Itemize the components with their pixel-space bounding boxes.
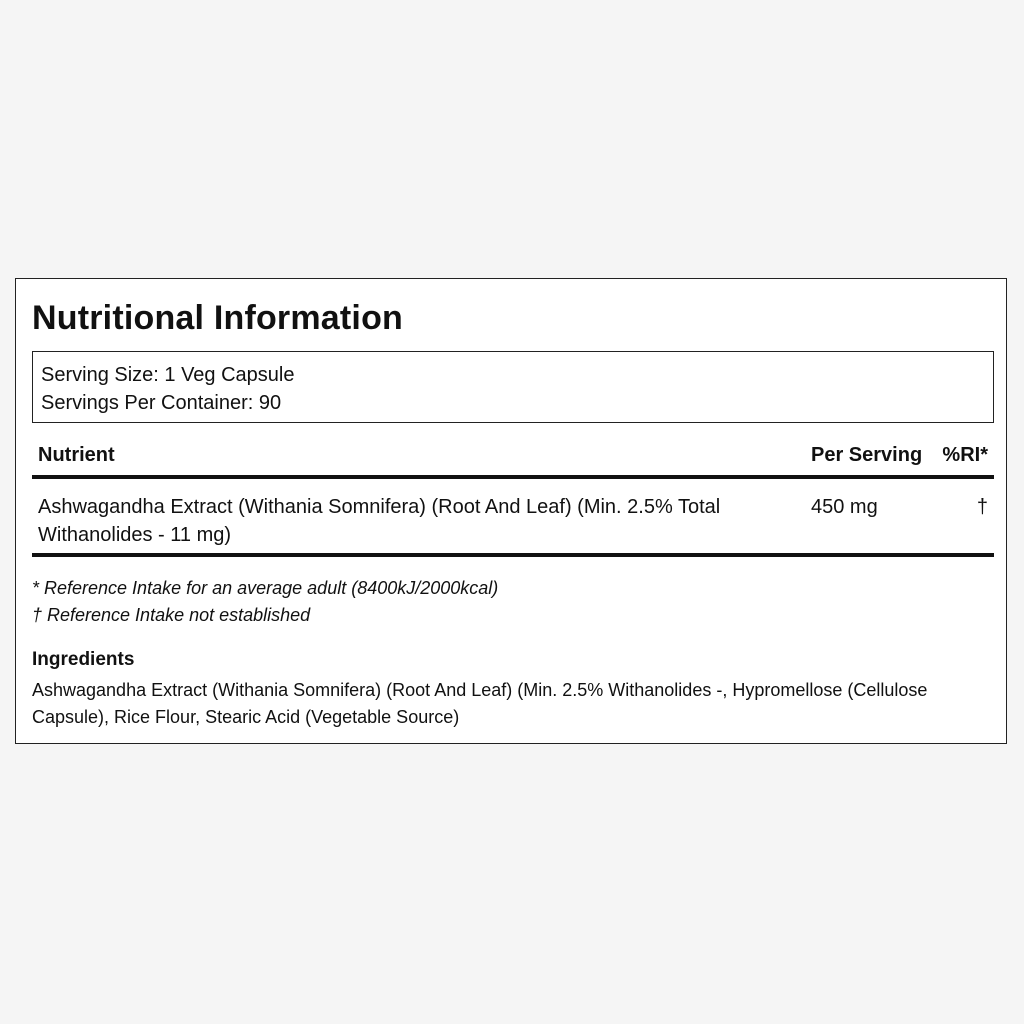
nutrition-panel — [15, 278, 1007, 744]
nutrient-table — [32, 439, 994, 557]
ingredients-text: Ashwagandha Extract (Withania Somnifera) (Root And Leaf) (Min. 2.5% Withanolides -, Hypromellose (Cellulose Capsule), Rice Flour, Stearic Acid (Vegetable Source) — [32, 680, 928, 727]
nutrient-name: Ashwagandha Extract (Withania Somnifera) (Root And Leaf) (Min. 2.5% Total Withanolides - 11 mg) — [38, 496, 721, 546]
page-title: Nutritional Information — [32, 299, 404, 337]
footnotes — [32, 575, 498, 629]
serving-info-box — [32, 351, 994, 423]
ingredients-heading: Ingredients — [32, 649, 135, 670]
table-row — [32, 479, 994, 557]
footnote-not-established: † Reference Intake not established — [32, 605, 311, 625]
nutrient-amount: 450 mg — [811, 496, 878, 518]
header-ri: %RI* — [942, 444, 988, 466]
header-nutrient: Nutrient — [38, 444, 115, 466]
nutrient-ri: † — [976, 496, 988, 518]
servings-per-container: Servings Per Container: 90 — [41, 392, 282, 414]
serving-size: Serving Size: 1 Veg Capsule — [41, 364, 295, 386]
footnote-reference-intake: * Reference Intake for an average adult (8400kJ/2000kcal) — [32, 578, 499, 598]
table-header — [32, 439, 994, 479]
header-per-serving: Per Serving — [811, 444, 923, 466]
